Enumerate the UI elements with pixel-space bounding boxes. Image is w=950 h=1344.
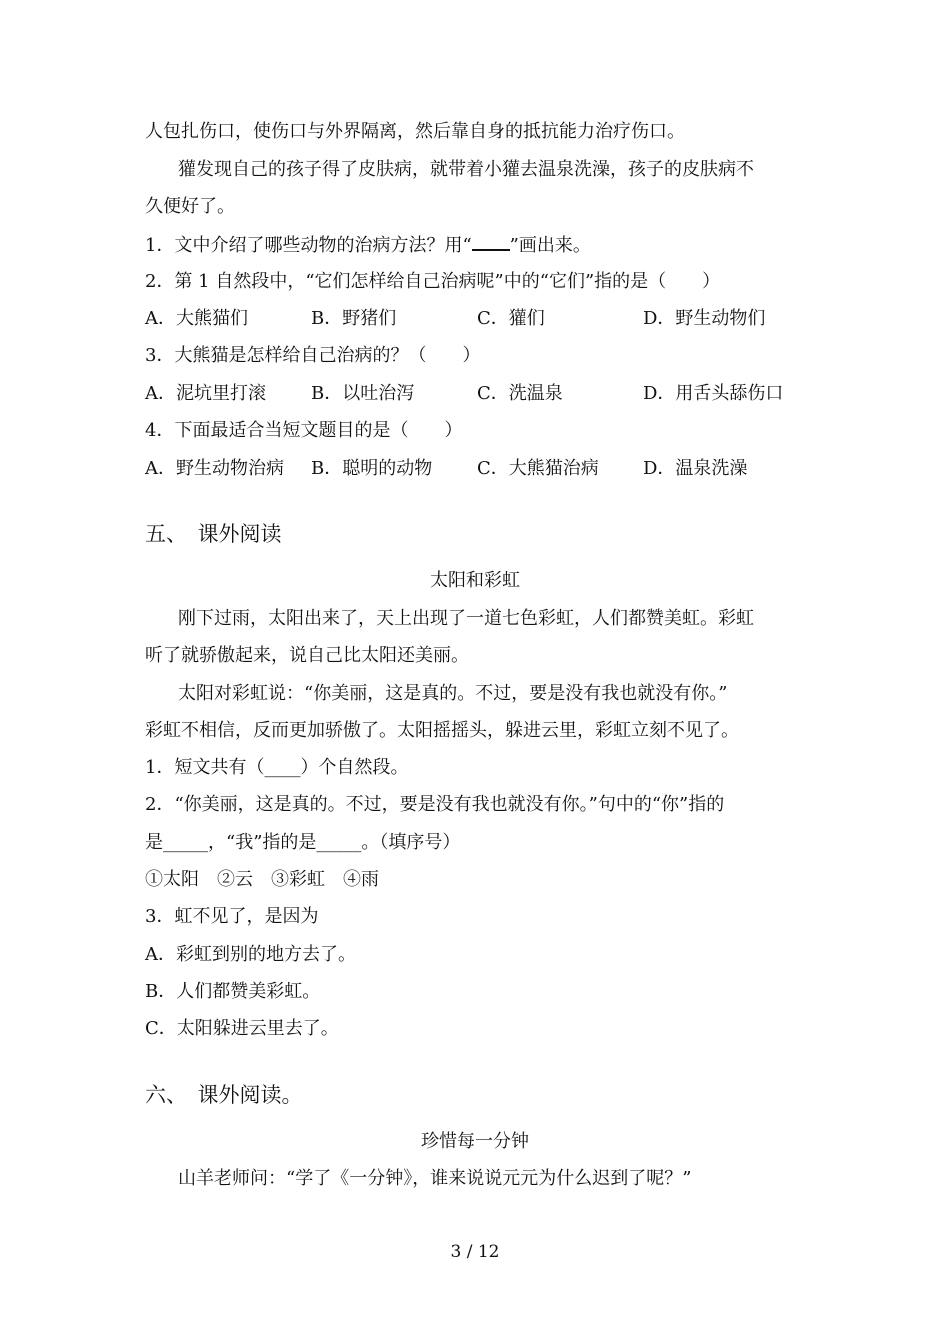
section-6-title: 珍惜每一分钟 <box>421 1131 529 1152</box>
section-5-question-3: 3．虹不见了，是因为 <box>145 906 319 927</box>
question-1-text-before: 1．文中介绍了哪些动物的治病方法？用“ <box>145 235 472 256</box>
option-b: B．聪明的动物 <box>311 458 433 479</box>
section-5-heading: 五、 课外阅读 <box>145 522 282 546</box>
paragraph-line: 彩虹不相信，反而更加骄傲了。太阳摇摇头，躲进云里，彩虹立刻不见了。 <box>145 720 739 741</box>
question-2-options <box>145 307 815 331</box>
question-1-text-after: ”画出来。 <box>509 235 591 256</box>
paragraph-line: 久便好了。 <box>145 196 235 217</box>
option-a: A．泥坑里打滚 <box>145 383 266 404</box>
section-5-question-2: 2．“你美丽，这是真的。不过，要是没有我也就没有你。”句中的“你”指的 <box>145 794 725 815</box>
option-c: C．獾们 <box>477 308 545 329</box>
page-number: 3 / 12 <box>450 1242 500 1262</box>
option-b: B．以吐治泻 <box>311 383 415 404</box>
question-3-options <box>145 382 815 406</box>
paragraph-line: 刚下过雨，太阳出来了，天上出现了一道七色彩虹，人们都赞美虹。彩虹 <box>178 608 754 629</box>
paragraph-line: 太阳对彩虹说：“你美丽，这是真的。不过，要是没有我也就没有你。” <box>178 683 728 704</box>
paragraph-line: 人包扎伤口，使伤口与外界隔离，然后靠自身的抵抗能力治疗伤口。 <box>145 121 685 142</box>
option-c: C．太阳躲进云里去了。 <box>145 1018 339 1039</box>
question-4: 4．下面最适合当短文题目的是（ ） <box>145 420 463 441</box>
option-a: A．彩虹到别的地方去了。 <box>145 944 356 965</box>
option-d: D．野生动物们 <box>643 308 766 329</box>
section-5-question-2-cont: 是_____，“我”指的是_____。（填序号） <box>145 832 461 853</box>
section-6-heading: 六、 课外阅读。 <box>145 1083 303 1107</box>
paragraph-line: 獾发现自己的孩子得了皮肤病，就带着小獾去温泉洗澡，孩子的皮肤病不 <box>178 159 754 180</box>
section-5-title: 太阳和彩虹 <box>430 570 520 591</box>
question-2: 2．第 1 自然段中，“它们怎样给自己治病呢”中的“它们”指的是（ ） <box>145 271 721 292</box>
option-b: B．人们都赞美彩虹。 <box>145 981 321 1002</box>
option-d: D．温泉洗澡 <box>643 458 748 479</box>
option-a: A．野生动物治病 <box>145 458 284 479</box>
question-3: 3．大熊猫是怎样给自己治病的？（ ） <box>145 345 481 366</box>
paragraph-line: 山羊老师问：“学了《一分钟》，谁来说说元元为什么迟到了呢？” <box>178 1168 692 1189</box>
option-c: C．大熊猫治病 <box>477 458 599 479</box>
option-d: D．用舌头舔伤口 <box>643 383 784 404</box>
question-4-options <box>145 457 815 481</box>
underline-mark <box>472 233 510 251</box>
option-b: B．野猪们 <box>311 308 397 329</box>
question-1 <box>145 233 815 258</box>
section-5-question-1: 1．短文共有（____）个自然段。 <box>145 757 409 778</box>
option-a: A．大熊猫们 <box>145 308 248 329</box>
paragraph-line: 听了就骄傲起来，说自己比太阳还美丽。 <box>145 645 469 666</box>
option-c: C．洗温泉 <box>477 383 563 404</box>
section-5-choices: ①太阳 ②云 ③彩虹 ④雨 <box>145 869 379 890</box>
